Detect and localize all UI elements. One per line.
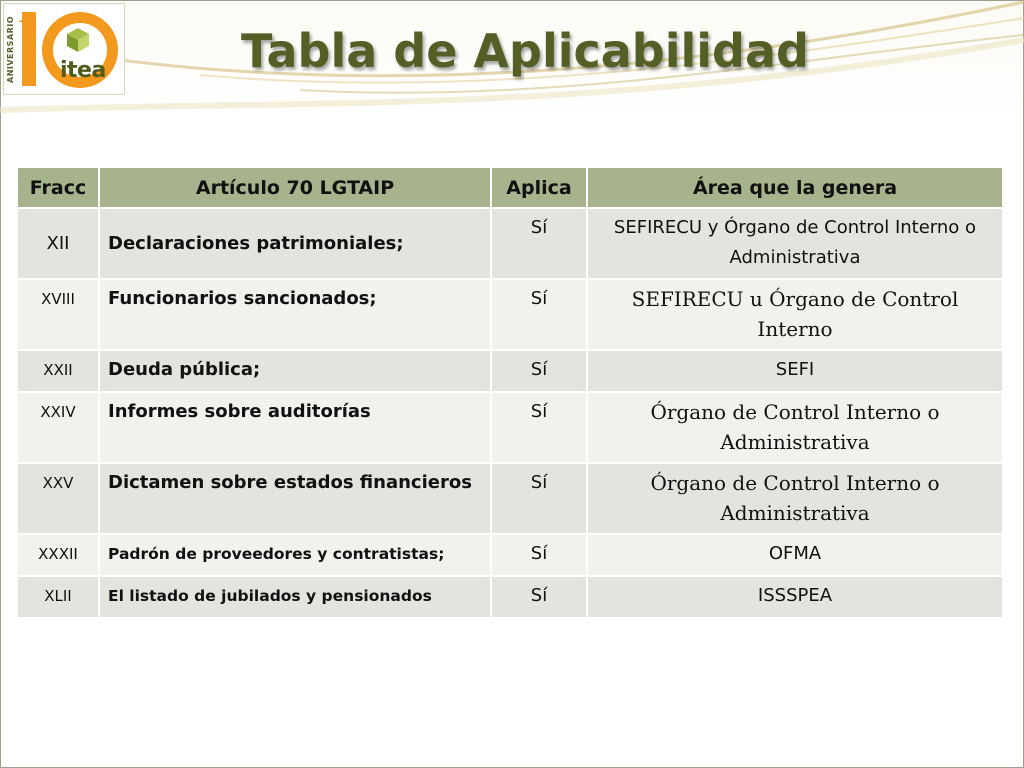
table-row xyxy=(17,350,1003,392)
cell-fracc: XXV xyxy=(17,463,99,534)
cell-fracc: XXII xyxy=(17,350,99,392)
cell-fracc: XVIII xyxy=(17,279,99,350)
cell-fracc: XLII xyxy=(17,576,99,618)
cell-fracc: XXIV xyxy=(17,392,99,463)
cell-area: SEFIRECU y Órgano de Control Interno o Administrativa xyxy=(587,208,1003,279)
cell-area: OFMA xyxy=(587,534,1003,576)
table-row xyxy=(17,576,1003,618)
cell-articulo: Informes sobre auditorías xyxy=(99,392,491,463)
table-row xyxy=(17,534,1003,576)
cell-articulo: El listado de jubilados y pensionados xyxy=(99,576,491,618)
cell-area: Órgano de Control Interno o Administrativa xyxy=(587,392,1003,463)
cell-area: Órgano de Control Interno o Administrativa xyxy=(587,463,1003,534)
cell-aplica: Sí xyxy=(491,576,587,618)
header-articulo: Artículo 70 LGTAIP xyxy=(99,167,491,208)
cell-area: SEFI xyxy=(587,350,1003,392)
table-header-row xyxy=(17,167,1003,208)
cell-area: SEFIRECU u Órgano de Control Interno xyxy=(587,279,1003,350)
cell-aplica: Sí xyxy=(491,350,587,392)
logo-vertical-text: ANIVERSARIO xyxy=(6,15,15,83)
cell-aplica: Sí xyxy=(491,208,587,279)
cell-aplica: Sí xyxy=(491,392,587,463)
cell-articulo: Dictamen sobre estados financieros xyxy=(99,463,491,534)
logo-word: itea xyxy=(60,58,106,83)
applicability-table xyxy=(16,166,1004,619)
cell-articulo: Padrón de proveedores y contratistas; xyxy=(99,534,491,576)
cell-articulo: Declaraciones patrimoniales; xyxy=(99,208,491,279)
cell-aplica: Sí xyxy=(491,534,587,576)
header-aplica: Aplica xyxy=(491,167,587,208)
cell-fracc: XXXII xyxy=(17,534,99,576)
table-row xyxy=(17,463,1003,534)
header-fracc: Fracc xyxy=(17,167,99,208)
header-area: Área que la genera xyxy=(587,167,1003,208)
cell-aplica: Sí xyxy=(491,279,587,350)
table-row xyxy=(17,392,1003,463)
itea-anniversary-logo xyxy=(3,3,125,95)
table-row xyxy=(17,279,1003,350)
page-title: Tabla de Aplicabilidad xyxy=(241,24,809,78)
cell-fracc: XII xyxy=(17,208,99,279)
table-row xyxy=(17,208,1003,279)
cell-articulo: Funcionarios sancionados; xyxy=(99,279,491,350)
cell-articulo: Deuda pública; xyxy=(99,350,491,392)
cell-aplica: Sí xyxy=(491,463,587,534)
cell-area: ISSSPEA xyxy=(587,576,1003,618)
